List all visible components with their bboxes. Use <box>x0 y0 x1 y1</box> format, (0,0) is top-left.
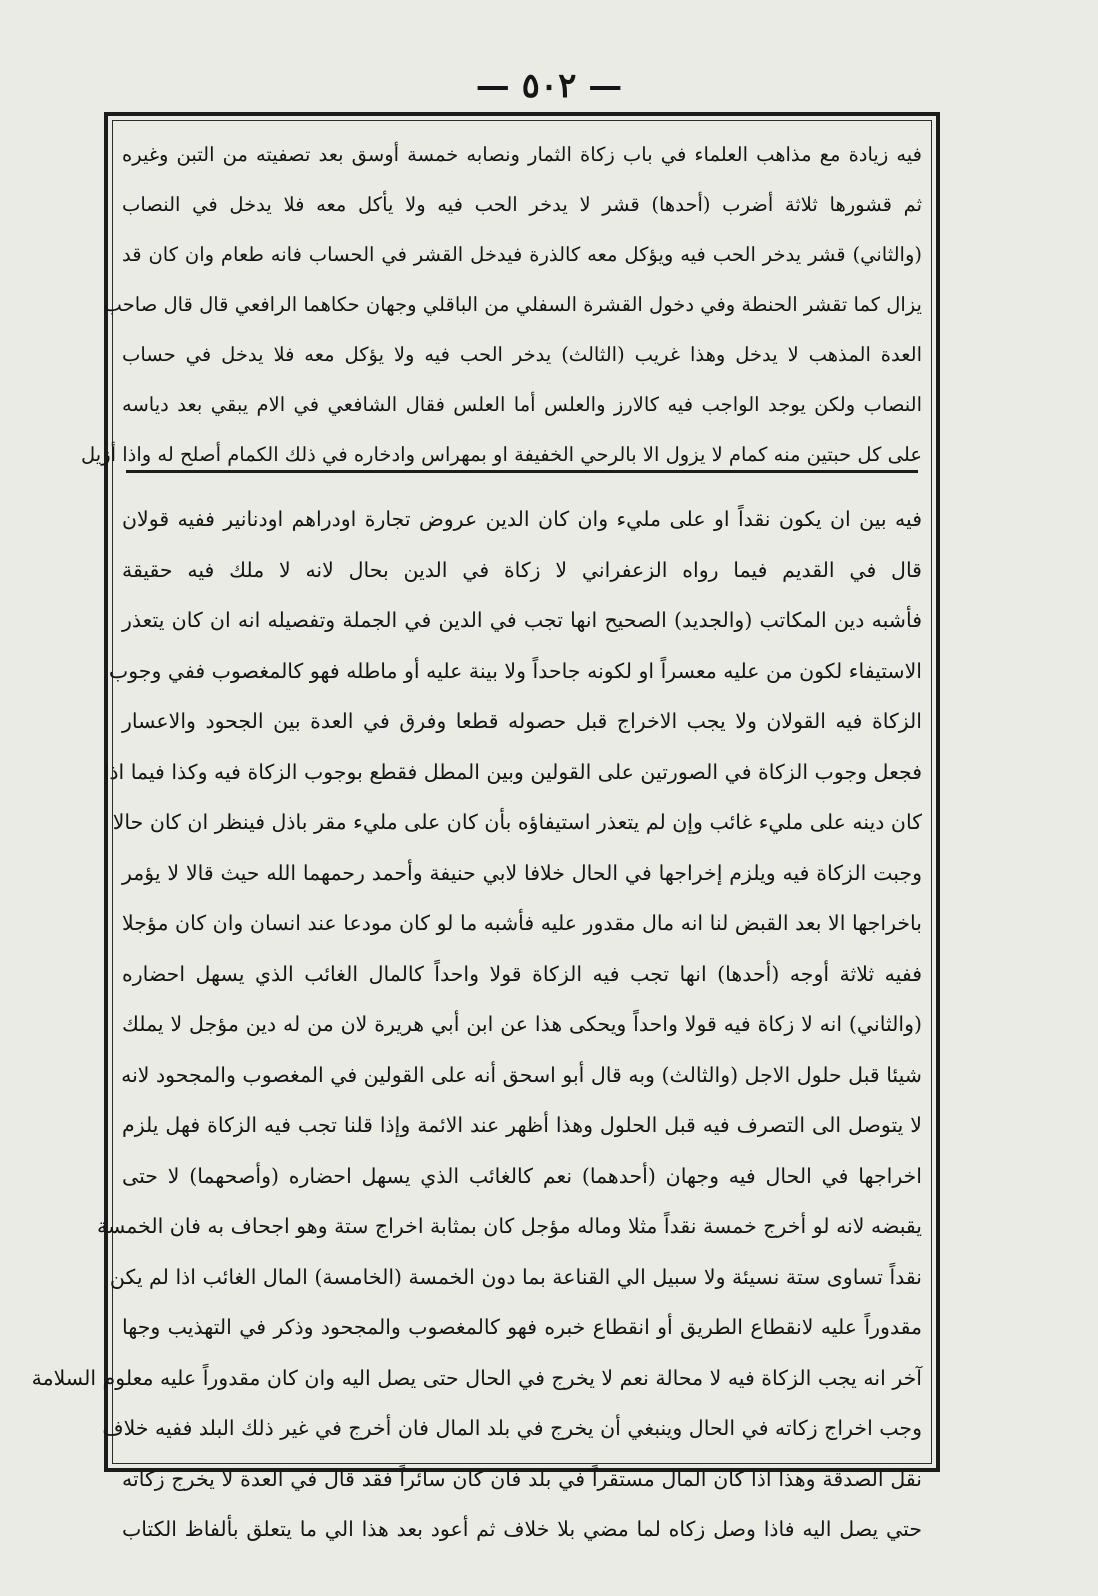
text-line: مقدوراً عليه لانقطاع الطريق أو انقطاع خبره فهو كالمغصوب والمجحود وذكر في التهذيب وجها <box>122 1315 922 1339</box>
text-line: نقل الصدقة وهذا اذا كان المال مستقراً في بلد فان كان سائراً فقد قال في العدة لا يخرج زكاته <box>122 1466 922 1491</box>
text-line: النصاب ولكن يوجد الواجب فيه كالارز والعلس أما العلس فقال الشافعي في الام يبقي بعد دياسه <box>122 393 922 416</box>
text-line: شيئا قبل حلول الاجل (والثالث) وبه قال أبو اسحق أنه على القولين في المغصوب والمجحود لانه <box>121 1062 922 1087</box>
text-line: فأشبه دين المكاتب (والجديد) الصحيح انها تجب في الدين في الجملة وتفصيله انه ان كان يتعذر <box>122 608 922 632</box>
page-number: — ٥٠٢ — <box>475 66 623 106</box>
section-divider <box>126 470 918 473</box>
text-line: ففيه ثلاثة أوجه (أحدها) انها تجب فيه الزكاة قولا واحداً كالمال الغائب الذي يسهل احضاره <box>122 961 922 986</box>
text-line: كان دينه على مليء غائب وإن لم يتعذر استيفاؤه بأن كان على مليء مقر باذل فينظر ان كان حالا <box>112 810 922 834</box>
text-frame <box>31 112 940 1541</box>
text-line: ثم قشورها ثلاثة أضرب (أحدها) قشر لا يدخر الحب فيه ولا يأكل معه فلا يدخل في النصاب <box>122 193 922 216</box>
text-line: فيه بين ان يكون نقداً او على مليء وان كان الدين عروض تجارة اودراهم اودنانير ففيه قولان <box>122 507 922 531</box>
upper-text-block <box>81 130 922 480</box>
text-line: فيه زيادة مع مذاهب العلماء في باب زكاة الثمار ونصابه خمسة أوسق بعد تصفيته من التبن وغيره <box>122 143 922 166</box>
text-line: لا يتوصل الى التصرف فيه قبل الحلول وهذا أظهر عند الائمة وإذا قلنا تجب فيه الزكاة فهل يلزم <box>122 1113 922 1137</box>
lower-text-block <box>31 494 922 1555</box>
text-line: فجعل وجوب الزكاة في الصورتين على القولين وبين المطل فقطع بوجوب الزكاة فيه وكذا فيما اذا <box>103 759 922 784</box>
text-line: على كل حبتين منه كمام لا يزول الا بالرحي الخفيفة او بمهراس وادخاره في ذلك الكمام أصلح له واذا أزيل <box>81 443 922 466</box>
text-line: يزال كما تقشر الحنطة وفي دخول القشرة السفلي من الباقلي وجهان حكاهما الرافعي قال قال صاحب <box>103 293 922 316</box>
text-line: العدة المذهب لا يدخل وهذا غريب (الثالث) يدخر الحب فيه ولا يؤكل معه فلا يدخل في حساب <box>122 343 922 366</box>
text-line: باخراجها الا بعد القبض لنا انه مال مقدور عليه فأشبه ما لو كان مودعا عند انسان وان كان مؤجلا <box>122 911 922 935</box>
text-line: قال في القديم فيما رواه الزعفراني لا زكاة في الدين بحال لانه لا ملك فيه حقيقة <box>122 557 922 582</box>
text-line: نقداً تساوى ستة نسيئة ولا سبيل الي القناعة بما دون الخمسة (الخامسة) المال الغائب اذا لم يكن <box>109 1264 922 1289</box>
text-line: آخر انه يجب الزكاة فيه لا محالة نعم لا يخرج في الحال حتى يصل اليه وان كان مقدوراً عليه معلوم السلامة <box>31 1365 922 1390</box>
text-line: الزكاة فيه القولان ولا يجب الاخراج قبل حصوله قطعا وفرق في العدة بين الجحود والاعسار <box>122 709 922 733</box>
text-line: (والثاني) انه لا زكاة فيه قولا واحداً ويحكى هذا عن ابن أبي هريرة لان من له دين مؤجل لا يملك <box>122 1012 922 1036</box>
text-line: حتي يصل اليه فاذا وصل زكاه لما مضي بلا خلاف ثم أعود بعد هذا الي ما يتعلق بألفاظ الكتاب <box>122 1517 922 1541</box>
text-line: (والثاني) قشر يدخر الحب فيه ويؤكل معه كالذرة فيدخل القشر في الحساب فانه طعام وان كان قد <box>122 243 922 266</box>
text-line: وجب اخراج زكاته في الحال وينبغي أن يخرج في بلد المال فان أخرج في غير ذلك البلد ففيه خلاف <box>102 1416 922 1440</box>
text-line: الاستيفاء لكون من عليه معسراً او لكونه جاحداً ولا بينة عليه أو ماطله فهو كالمغصوب ففي وجوب <box>108 658 922 683</box>
text-line: وجبت الزكاة فيه ويلزم إخراجها في الحال خلافا لابي حنيفة وأحمد رحمهما الله حيث قالا لا يؤمر <box>122 860 922 885</box>
text-line: يقبضه لانه لو أخرج خمسة نقداً مثلا وماله مؤجل كان بمثابة اخراج ستة وهو اجحاف به فان الخمسة <box>96 1214 922 1238</box>
text-line: اخراجها في الحال فيه وجهان (أحدهما) نعم كالغائب الذي يسهل احضاره (وأصحهما) لا حتى <box>122 1163 922 1188</box>
